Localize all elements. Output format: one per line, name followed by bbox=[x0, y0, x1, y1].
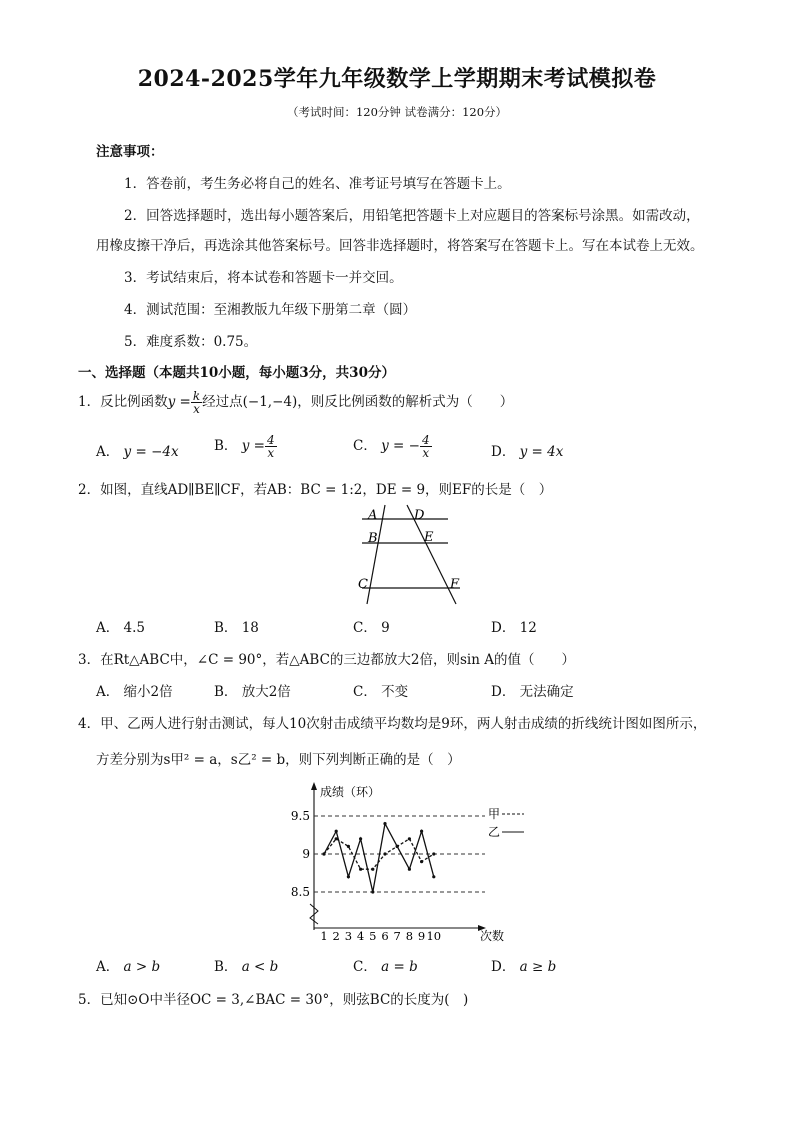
q4-option-c: C． a = b bbox=[353, 959, 418, 975]
data-point bbox=[432, 852, 435, 855]
axis-break bbox=[310, 904, 318, 924]
legend-jia: 甲 bbox=[488, 807, 501, 821]
y-tick-label: 8.5 bbox=[290, 885, 310, 899]
note-item: 2．回答选择题时，选出每小题答案后，用铅笔把答题卡上对应题目的答案标号涂黑。如需改动， bbox=[124, 208, 700, 224]
q3-option-a: A． 缩小2倍 bbox=[96, 684, 173, 700]
q1-option-d: D． y = 4x bbox=[491, 444, 564, 460]
x-tick-label: 5 bbox=[369, 929, 377, 943]
x-tick-label: 6 bbox=[381, 929, 389, 943]
page-title: 2024-2025学年九年级数学上学期期末考试模拟卷 bbox=[137, 66, 657, 92]
x-tick-label: 1 bbox=[320, 929, 328, 943]
x-tick-label: 2 bbox=[332, 929, 340, 943]
q4-option-a: A． a > b bbox=[96, 959, 161, 975]
q1-suffix: ，则反比例函数的解析式为（ ） bbox=[297, 394, 514, 410]
label-d: D bbox=[414, 508, 425, 523]
x-tick-label: 7 bbox=[393, 929, 401, 943]
data-point bbox=[420, 860, 423, 863]
data-point bbox=[396, 845, 399, 848]
q2-option-d: D． 12 bbox=[491, 620, 537, 636]
series-line-yi bbox=[324, 824, 434, 892]
x-tick-label: 4 bbox=[356, 929, 365, 943]
question-5: 5．已知⊙O中半径OC = 3,∠BAC = 30°，则弦BC的长度为( ) bbox=[78, 992, 469, 1008]
label-a: A bbox=[368, 508, 378, 523]
q3-option-b: B． 放大2倍 bbox=[214, 684, 291, 700]
data-point bbox=[383, 852, 386, 855]
data-point bbox=[335, 830, 338, 833]
y-tick-label: 9 bbox=[302, 847, 310, 861]
data-point bbox=[408, 837, 411, 840]
question-4-line2: 方差分别为s甲² = a，s乙² = b，则下列判断正确的是（ ） bbox=[96, 752, 461, 768]
data-point bbox=[371, 890, 374, 893]
label-e: E bbox=[424, 530, 434, 545]
x-tick-label: 9 bbox=[417, 929, 426, 943]
data-point bbox=[383, 822, 386, 825]
data-point bbox=[322, 852, 325, 855]
x-tick-label: 8 bbox=[405, 929, 414, 943]
q1-mid: 经过点 bbox=[202, 394, 243, 410]
y-axis-arrow bbox=[311, 782, 317, 790]
note-item: 1．答卷前，考生务必将自己的姓名、准考证号填写在答题卡上。 bbox=[124, 176, 511, 192]
question-4-line1: 4．甲、乙两人进行射击测试，每人10次射击成绩平均数均是9环，两人射击成绩的折线统计图如图所示， bbox=[78, 716, 707, 732]
data-point bbox=[359, 868, 362, 871]
score-line-chart bbox=[280, 778, 530, 948]
label-c: C bbox=[358, 577, 368, 592]
label-b: B bbox=[368, 531, 378, 546]
data-point bbox=[347, 875, 350, 878]
section-heading: 一、选择题（本题共10小题，每小题3分，共30分） bbox=[78, 365, 395, 381]
q2-option-b: B． 18 bbox=[214, 620, 259, 636]
q1-point: (−1,−4) bbox=[242, 394, 298, 410]
parallel-lines-figure bbox=[352, 502, 466, 608]
q1-fraction: $\frac{k}{x}$ bbox=[192, 389, 201, 416]
label-f: F bbox=[450, 577, 460, 592]
notes-heading: 注意事项： bbox=[96, 144, 164, 160]
question-3: 3．在Rt△ABC中，∠C = 90°，若△ABC的三边都放大2倍，则sin A的值（ ） bbox=[78, 652, 575, 668]
x-axis-label: 次数 bbox=[480, 929, 505, 943]
data-point bbox=[371, 868, 374, 871]
q1-option-a: A． y = −4x bbox=[96, 444, 179, 460]
data-point bbox=[359, 837, 362, 840]
q3-option-d: D． 无法确定 bbox=[491, 684, 574, 700]
note-item: 用橡皮擦干净后，再选涂其他答案标号。回答非选择题时，将答案写在答题卡上。写在本试卷上无效。 bbox=[96, 238, 704, 254]
q4-option-b: B． a < b bbox=[214, 959, 279, 975]
data-point bbox=[420, 830, 423, 833]
q2-option-c: C． 9 bbox=[353, 620, 390, 636]
data-point bbox=[408, 868, 411, 871]
q2-option-a: A． 4.5 bbox=[96, 620, 146, 636]
q4-option-d: D． a ≥ b bbox=[491, 959, 557, 975]
q1-prefix: 1．反比例函数 bbox=[78, 394, 168, 410]
legend-yi: 乙 bbox=[488, 825, 501, 839]
q1-option-b: B． y = $\frac{4}{x}$ bbox=[214, 433, 275, 460]
y-tick-label: 9.5 bbox=[290, 809, 310, 823]
note-item: 5．难度系数：0.75。 bbox=[124, 334, 258, 350]
data-point bbox=[347, 845, 350, 848]
note-item: 4．测试范围：至湘教版九年级下册第二章（圆） bbox=[124, 302, 417, 318]
x-tick-label: 3 bbox=[344, 929, 353, 943]
note-item: 3．考试结束后，将本试卷和答题卡一并交回。 bbox=[124, 270, 403, 286]
x-tick-label: 10 bbox=[426, 929, 442, 943]
question-2: 2．如图，直线AD∥BE∥CF，若AB：BC = 1:2，DE = 9，则EF的长是（ ） bbox=[78, 482, 553, 498]
exam-info: （考试时间：120分钟 试卷满分：120分） bbox=[286, 105, 508, 119]
q1-option-c: C． y = − $\frac{4}{x}$ bbox=[353, 433, 430, 460]
data-point bbox=[432, 875, 435, 878]
question-1: 1．反比例函数y = $\frac{k}{x}$ 经过点(−1,−4)，则反比例函数的解析式为（ ） bbox=[78, 389, 514, 416]
y-axis-label: 成绩（环） bbox=[320, 785, 381, 799]
q3-option-c: C． 不变 bbox=[353, 684, 409, 700]
